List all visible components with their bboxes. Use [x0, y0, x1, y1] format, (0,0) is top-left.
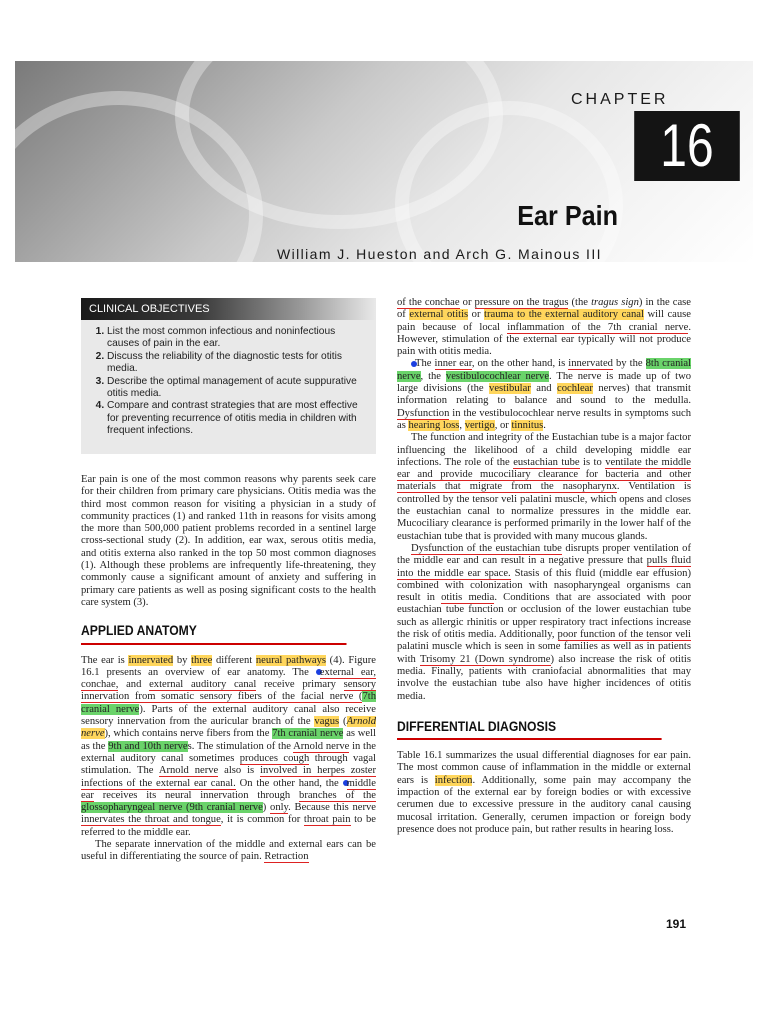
objectives-list	[81, 326, 376, 438]
objectives-heading: CLINICAL OBJECTIVES	[81, 298, 376, 320]
objective-item: 3. Describe the optimal management of acute suppurative otitis media.	[107, 376, 366, 401]
underline: throat pain	[303, 814, 351, 826]
highlight-yellow: innervated	[128, 654, 174, 666]
chapter-label: CHAPTER	[571, 91, 669, 108]
highlight-yellow: hearing loss	[408, 419, 460, 431]
objective-item: 1. List the most common infectious and noninfectious causes of pain in the ear.	[107, 326, 366, 351]
highlight-yellow: neural pathways	[255, 654, 327, 666]
objective-item: 4. Compare and contrast strategies that are most effective for preventing recurrence of otitis media in children with frequent infections.	[107, 400, 366, 437]
highlight-green: vestibulocochlear nerve	[445, 370, 550, 382]
underline: innervated	[568, 358, 613, 370]
underline: otitis media	[441, 592, 495, 604]
underline: involved in herpes zoster infections of the external ear canal.	[81, 765, 377, 789]
underline: Retraction	[264, 851, 309, 863]
highlight-green: glossopharyngeal nerve (9th cranial nerve	[81, 802, 263, 814]
underline: poor function of the tensor veli	[557, 629, 691, 641]
underline: of the conchae	[397, 297, 460, 308]
underline: ventilate the middle ear and provide mucociliary clearance for bacteria and other materials that migrate from the nasopharynx	[397, 456, 691, 493]
underline: middle ear	[81, 777, 376, 801]
highlight-green: 9th and 10th nerve	[108, 740, 188, 752]
highlight-yellow: vertigo	[464, 419, 495, 431]
conchae-paragraph: of the conchae or pressure on the tragus (the tragus sign) in the case of external otitis or trauma to the external auditory canal will cause pain because of local inflammation of the 7th cranial nerve. However, stimulation of the external ear typically will not produce pain with otitis media.	[397, 297, 691, 358]
anatomy-paragraph: The ear is innervated by three different neural pathways (4). Figure 16.1 presents an overview of ear anatomy. The external ear, conchae, and external auditory canal receive primary sensory innervation from somatic sensory fibers of the facial nerve (7th cranial nerve). Parts of the external auditory canal also receive sensory innervation from the auricular branch of the vagus (Arnold nerve), which contains nerve fibers from the 7th cranial nerve as well as the 9th and 10th nerves. The stimulation of the Arnold nerve in the external auditory canal sometimes produces cough through vagal stimulation. The Arnold nerve also is involved in herpes zoster infections of the external ear canal. On the other hand, the middle ear receives its neural innervation through branches of the glossopharyngeal nerve (9th cranial nerve) only. Because this nerve innervates the throat and tongue, it is common for throat pain to be referred to the middle ear.	[81, 654, 377, 838]
highlight-yellow: vagus	[314, 716, 340, 728]
underline: Trisomy 21 (Down syndrome	[420, 653, 551, 665]
highlight-yellow: Arnold nerve	[81, 716, 376, 740]
highlight-green: 7th cranial nerve	[81, 691, 376, 715]
underline: external ear, conchae,	[81, 666, 376, 691]
underline: pulls fluid into the middle ear space.	[397, 555, 691, 579]
intro-paragraph: Ear pain is one of the most common reasons why parents seek care for their children from primary care physicians. Otitis media was the third most common reason for visiting a physician in a study of community practices (1) and ranked 11th in reasons for visits among the more than 500,000 patient problems recorded in a sentinel large cross-sectional study (2). In addition, ear wax, serous otitis media, and otitis externa also ranked in the top 50 most common diagnoses (1). Although these problems are infrequently life-threatening, they commonly cause a significant amount of anxiety and suffering in primary care patients as well as posing significant costs to the health care system (3).	[81, 474, 376, 608]
highlight-green: 8th cranial nerve	[397, 358, 691, 382]
chapter-title: Ear Pain	[517, 200, 618, 231]
underline: Arnold nerve	[293, 740, 350, 752]
highlight-yellow: three	[191, 654, 213, 666]
anatomy-paragraph-2: The separate innervation of the middle and external ears can be useful in differentiating the source of pain. Retraction	[81, 839, 376, 863]
underline: external auditory canal	[149, 679, 257, 691]
underline: inner ear	[434, 358, 472, 370]
highlight-yellow: cochlear	[557, 383, 593, 395]
underline: branches of the	[299, 789, 376, 801]
highlight-yellow: vestibular	[489, 383, 531, 395]
section-heading-anatomy: APPLIED ANATOMY	[81, 625, 347, 644]
underline: Arnold nerve	[158, 765, 219, 777]
underline: only	[270, 802, 289, 814]
highlight-yellow: external otitis	[409, 309, 469, 321]
underline: Dysfunction of the eustachian tube	[411, 542, 562, 554]
underline: innervates the throat and tongue	[81, 814, 221, 826]
left-column	[81, 474, 376, 864]
underline: sensory innervation from somatic sensory fibers of the facial nerve (	[81, 679, 376, 703]
dysfunction-paragraph: Dysfunction of the eustachian tube disrupts proper ventilation of the middle ear and can result in a negative pressure that pulls fluid into the middle ear space. Stasis of this fluid (middle ear effusion) combined with colonization with nasopharyngeal organisms can result in otitis media. Conditions that are associated with poor eustachian tube function or occlusion of the lower eustachian tube such as allergic rhinitis or upper respiratory tract infections increase the risk of otitis media. Additionally, poor function of the tensor veli palatini muscle which is seen in some families as well as in patients with Trisomy 21 (Down syndrome) also increase the risk of otitis media. Finally, patients with craniofacial abnormalities that may involve the eustachian tube also have higher incidences of otitis media.	[397, 542, 692, 702]
highlight-green: 7th cranial nerve	[272, 728, 344, 740]
chapter-authors: William J. Hueston and Arch G. Mainous III	[277, 246, 602, 262]
highlight-yellow: infection	[434, 774, 473, 786]
highlight-yellow: trauma to the external auditory canal	[484, 309, 644, 321]
underline: inflammation of the 7th cranial nerve	[507, 321, 689, 333]
chapter-number: 16	[634, 111, 740, 181]
clinical-objectives-box	[81, 298, 376, 454]
underline: pressure on the tragus	[474, 297, 569, 308]
underline: produces cough	[239, 752, 310, 764]
objective-item: 2. Discuss the reliability of the diagnostic tests for otitis media.	[107, 351, 366, 376]
underline: eustachian tube	[513, 456, 580, 468]
underline: Dysfunction	[397, 407, 450, 419]
eustachian-paragraph: The function and integrity of the Eustachian tube is a major factor influencing the likelihood of a child developing middle ear infections. The role of the eustachian tube is to ventilate the middle ear and provide mucociliary clearance for bacteria and other materials that migrate from the nasopharynx. Ventilation is controlled by the tensor veli palatini muscle, which opens and closes the eustachian canal to normalize pressures in the middle ear. Mucociliary clearance is performed primarily in the lower half of the eustachian tube that is provided with many mucous glands.	[397, 432, 692, 542]
right-column	[397, 297, 691, 836]
section-heading-differential: DIFFERENTIAL DIAGNOSIS	[397, 721, 662, 740]
page-number: 191	[666, 917, 687, 931]
differential-paragraph: Table 16.1 summarizes the usual differential diagnoses for ear pain. The most common cause of inflammation in the middle or external ears is infection. Additionally, some pain may accompany the impaction of the external ear by foreign bodies or with excessive cerumen due to excessive pressure in the auditory canal causing mucosal irritation. Generally, cerumen impaction or foreign body presence does not produce pain, but rather results in hearing loss.	[397, 750, 691, 835]
inner-ear-paragraph: The inner ear, on the other hand, is innervated by the 8th cranial nerve, the vestibulocochlear nerve. The nerve is made up of two large divisions (the vestibular and cochlear nerves) that transmit information relating to balance and sound to the medulla. Dysfunction in the vestibulocochlear nerve results in symptoms such as hearing loss, vertigo, or tinnitus.	[397, 358, 692, 431]
highlight-yellow: tinnitus	[511, 419, 544, 431]
